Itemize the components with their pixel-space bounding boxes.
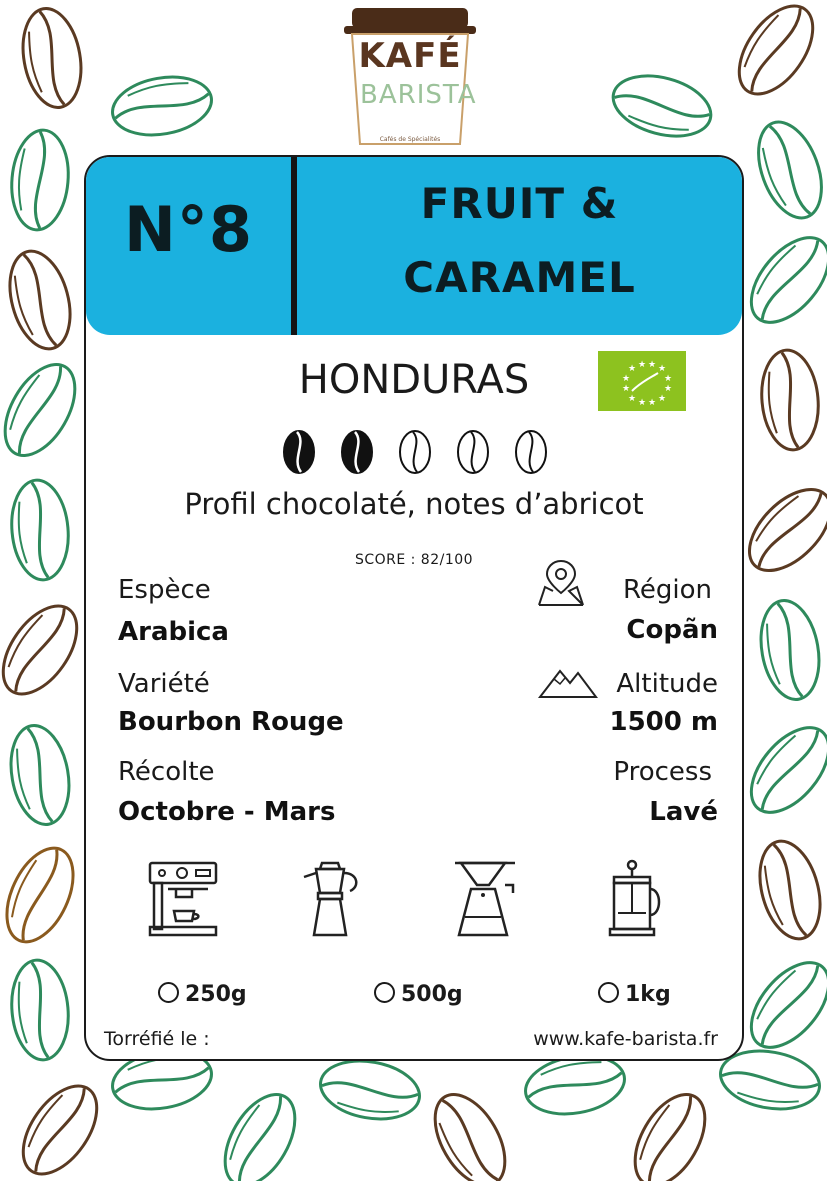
variety-label: Variété	[118, 669, 210, 699]
size-option-250g[interactable]	[158, 982, 247, 1007]
svg-text:★: ★	[664, 384, 673, 394]
svg-text:★: ★	[628, 364, 637, 374]
species-value: Arabica	[118, 617, 229, 647]
process-value: Lavé	[649, 797, 718, 827]
coffee-bean-icon	[455, 429, 491, 475]
altitude-label: Altitude	[616, 669, 718, 699]
label-card	[84, 155, 744, 1061]
brand-logo	[340, 6, 480, 151]
size-option-500g[interactable]	[374, 982, 463, 1007]
espresso-machine-icon	[148, 859, 220, 937]
radio-circle-icon[interactable]	[598, 982, 619, 1003]
origin-country: HONDURAS	[298, 357, 530, 403]
moka-pot-icon	[298, 859, 366, 937]
logo-tagline: Cafés de Spécialités	[379, 136, 441, 143]
size-option-1kg[interactable]	[598, 982, 671, 1007]
svg-text:★: ★	[664, 374, 673, 384]
map-pin-icon	[536, 557, 586, 607]
size-label: 500g	[401, 982, 463, 1007]
coffee-bean-icon	[281, 429, 317, 475]
harvest-label: Récolte	[118, 757, 215, 787]
svg-text:★: ★	[638, 398, 647, 408]
eu-organic-leaf-icon	[598, 351, 686, 411]
variety-value: Bourbon Rouge	[118, 707, 344, 737]
mountain-icon	[538, 665, 598, 701]
pour-over-icon	[451, 859, 519, 937]
svg-text:★: ★	[622, 384, 631, 394]
flavor-profile: Profil chocolaté, notes d’abricot	[184, 487, 644, 521]
french-press-icon	[602, 859, 664, 937]
logo-text: KAFÉ	[358, 36, 462, 76]
svg-text:★: ★	[622, 374, 631, 384]
harvest-value: Octobre - Mars	[118, 797, 336, 827]
svg-text:★: ★	[628, 394, 637, 404]
radio-circle-icon[interactable]	[158, 982, 179, 1003]
svg-text:★: ★	[648, 360, 657, 370]
blend-title-line2: CARAMEL	[403, 253, 636, 302]
roast-level	[281, 429, 551, 475]
region-value: Copãn	[626, 615, 718, 645]
coffee-bean-icon	[397, 429, 433, 475]
coffee-bean-icon	[513, 429, 549, 475]
card-header	[86, 157, 742, 335]
website-link[interactable]: www.kafe-barista.fr	[533, 1028, 718, 1050]
size-label: 250g	[185, 982, 247, 1007]
species-label: Espèce	[118, 575, 211, 605]
size-label: 1kg	[625, 982, 671, 1007]
svg-text:★: ★	[658, 394, 667, 404]
radio-circle-icon[interactable]	[374, 982, 395, 1003]
coffee-bean-icon	[339, 429, 375, 475]
altitude-value: 1500 m	[609, 707, 718, 737]
blend-title-line1: FRUIT &	[420, 179, 619, 228]
process-label: Process	[613, 757, 712, 787]
region-label: Région	[622, 575, 712, 605]
svg-text:★: ★	[638, 360, 647, 370]
cupping-score: SCORE : 82/100	[354, 552, 474, 568]
roasted-date-label: Torréfié le :	[104, 1028, 210, 1050]
svg-text:★: ★	[648, 398, 657, 408]
svg-text:★: ★	[658, 364, 667, 374]
logo-subtext: BARISTA	[360, 80, 477, 110]
blend-number: N°8	[123, 193, 254, 266]
